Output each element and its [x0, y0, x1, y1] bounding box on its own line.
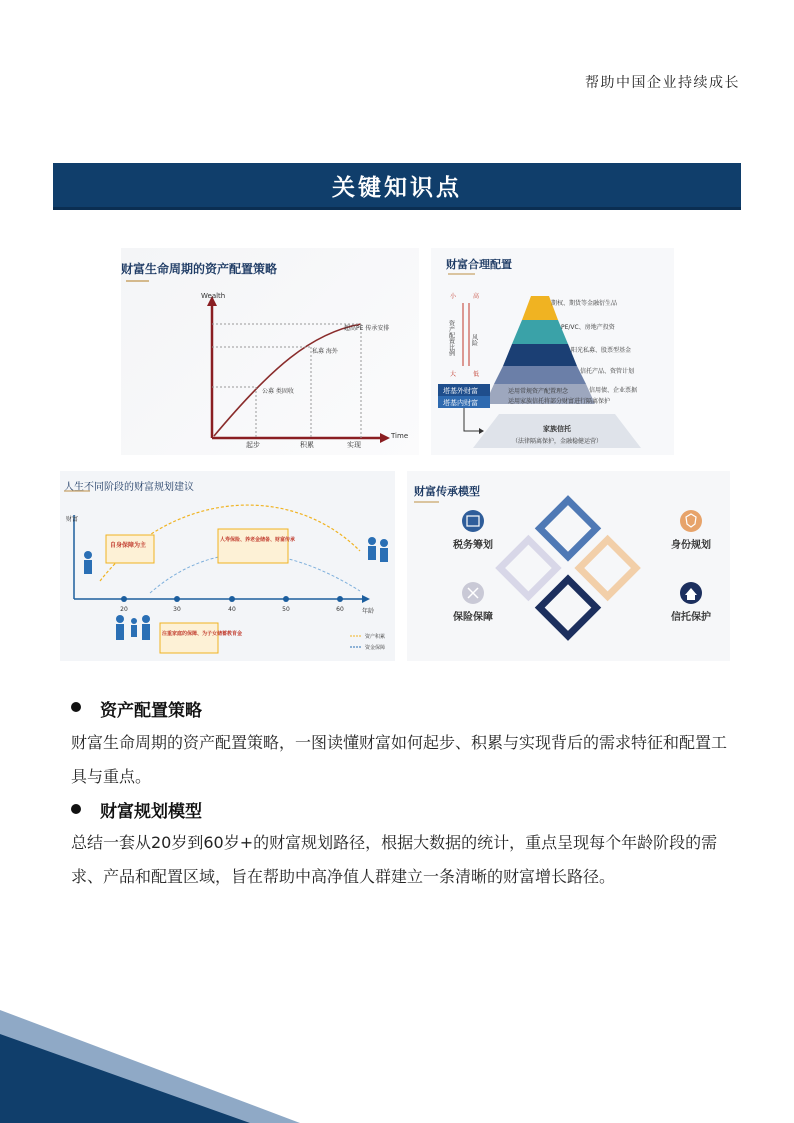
- legend-label: 资产积累: [365, 634, 386, 640]
- pyramid-graphic: [431, 248, 674, 455]
- tools-icon: [462, 582, 484, 604]
- annotation-label: 公募 类固收: [262, 388, 294, 395]
- bullet-icon: [71, 804, 81, 814]
- lifecycle-title: 财富生命周期的资产配置策略: [121, 262, 278, 276]
- age-label: 50: [282, 606, 290, 613]
- section-banner: [53, 163, 741, 210]
- life-x-label: 年龄: [362, 608, 375, 615]
- life-stage-title: 人生不同阶段的财富规划建议: [64, 482, 194, 493]
- pyramid-layer-label: 信用债、企业票据: [589, 387, 638, 394]
- base-note: （法律隔离保护，金融稳健运营）: [511, 438, 603, 445]
- stage-box-label: 注重家庭的保障、为子女储蓄教育金: [162, 631, 243, 637]
- section-heading: 财富规划模型: [100, 802, 202, 822]
- life-stage-graphic: [60, 471, 395, 661]
- pyramid-layer-label: 期权、期货等金融衍生品: [551, 300, 618, 307]
- life-y-label: 财富: [66, 516, 79, 523]
- pyramid-title: 财富合理配置: [446, 258, 512, 271]
- footer-decoration: [0, 1010, 300, 1123]
- side-right-label: 风险: [470, 334, 478, 346]
- shield-icon: [680, 510, 702, 532]
- model-item-label: 税务筹划: [453, 540, 493, 551]
- lifecycle-graphic: [121, 248, 419, 455]
- stage-box-label: 人寿保险、养老金储备、财富传承: [220, 537, 296, 543]
- stage-label: 实现: [347, 441, 361, 449]
- house-icon: [680, 582, 702, 604]
- inheritance-title: 财富传承模型: [414, 485, 480, 498]
- tower-label: 塔基外财富: [443, 387, 478, 395]
- time-axis-label: Time: [391, 432, 409, 440]
- stage-label: 起步: [246, 441, 260, 449]
- section-heading: 资产配置策略: [100, 701, 202, 721]
- tower-note: 运用家族信托将部分财富进行隔离保护: [508, 398, 611, 405]
- stage-box-label: 自身保障为主: [110, 542, 147, 549]
- model-item-label: 保险保障: [453, 612, 493, 623]
- life-stage-image: [60, 471, 395, 661]
- annotation-label: 私募 海外: [312, 348, 338, 355]
- age-label: 60: [336, 606, 344, 613]
- pyramid-layer-label: 阳光私募、股票型基金: [571, 347, 632, 354]
- inheritance-model-image: [407, 471, 730, 661]
- age-label: 20: [120, 606, 128, 613]
- tower-note: 运用常规资产配置理念: [508, 388, 569, 395]
- legend-label: 资金保障: [365, 645, 386, 651]
- section-body: 财富生命周期的资产配置策略，一图读懂财富如何起步、积累与实现背后的需求特征和配置工具与重点。: [71, 733, 728, 786]
- side-top-label: 小: [450, 293, 457, 300]
- annotation-label: 超高PE 传承安排: [344, 325, 390, 332]
- tower-label: 塔基内财富: [443, 399, 478, 407]
- side-left-label: 资产配置比例: [447, 320, 455, 356]
- pyramid-layer-label: PE/VC、房地产投资: [561, 324, 615, 331]
- side-top-label: 高: [473, 293, 480, 300]
- side-bottom-label: 大: [450, 371, 457, 378]
- calendar-icon: [462, 510, 484, 532]
- age-label: 40: [228, 606, 236, 613]
- side-bottom-label: 低: [473, 371, 480, 378]
- model-item-label: 信托保护: [671, 612, 711, 623]
- lifecycle-chart-image: [121, 248, 419, 455]
- header-tagline: 帮助中国企业持续成长: [585, 75, 740, 91]
- base-title: 家族信托: [543, 425, 571, 433]
- section-body: 总结一套从20岁到60岁+的财富规划路径，根据大数据的统计，重点呈现每个年龄阶段的需求、产品和配置区域，旨在帮助中高净值人群建立一条清晰的财富增长路径。: [71, 833, 718, 886]
- allocation-pyramid-image: [431, 248, 674, 455]
- model-item-label: 身份规划: [671, 540, 711, 551]
- age-label: 30: [173, 606, 181, 613]
- stage-label: 积累: [300, 441, 314, 449]
- banner-title: 关键知识点: [332, 174, 462, 201]
- inheritance-graphic: [407, 471, 730, 661]
- bullet-icon: [71, 702, 81, 712]
- wealth-axis-label: Wealth: [201, 292, 226, 300]
- pyramid-layer-label: 信托产品、资管计划: [580, 368, 635, 375]
